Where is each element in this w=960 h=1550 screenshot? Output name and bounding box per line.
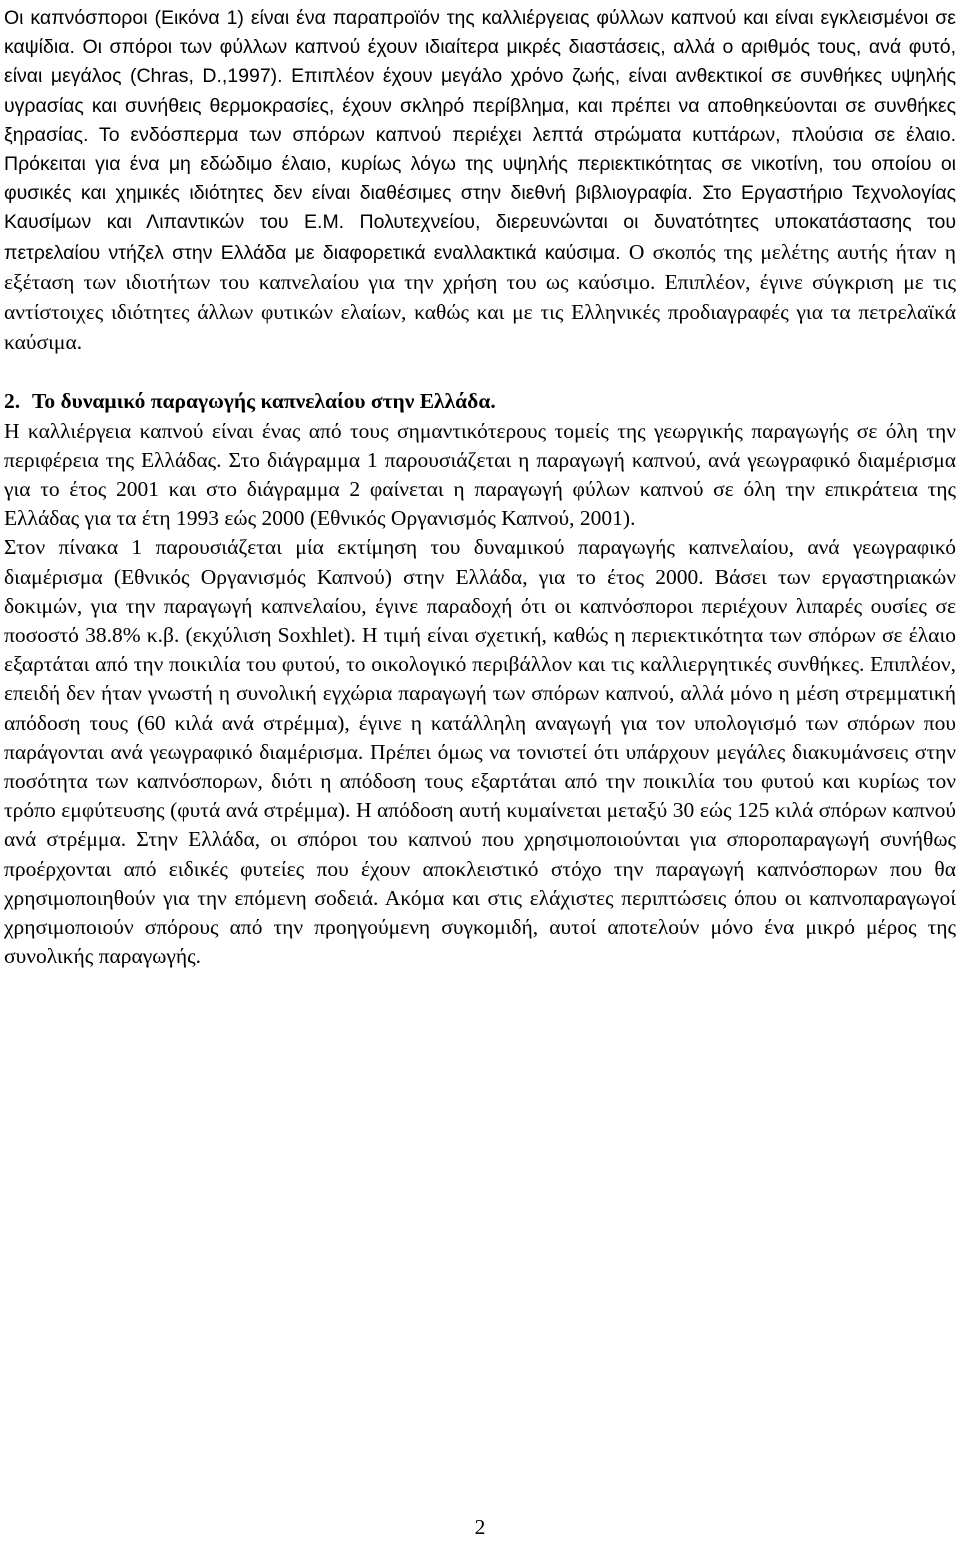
section-title: Το δυναμικό παραγωγής καπνελαίου στην Ελλάδα. [32,389,496,414]
document-page [4,4,956,972]
section-number: 2. [4,389,21,414]
page-number: 2 [474,1515,486,1539]
intro-sentence-6: Στο Εργαστήριο Τεχνολογίας Καυσίμων και Λιπαντικών του Ε.Μ. Πολυτεχνείου, διερευνώνται οι δυνατότητες υποκατάστασης του πετρελαίου ντήζελ στην Ελλάδα με διαφορετικά εναλλακτικά καύσιμα. [4,182,957,264]
intro-sentences-7-8: Ο σκοπός της μελέτης αυτής ήταν η εξέταση των ιδιοτήτων του καπνελαίου για την χρήση του ως καύσιμο. Επιπλέον, έγινε σύγκριση με τις αντίστοιχες ιδιότητες άλλων φυτικών ελαίων, καθώς και με τις Ελληνικές προδιαγραφές για τα πετρελαϊκά καύσιμα. [4,239,956,355]
intro-paragraph [4,4,956,358]
intro-sentences-3-4: Επιπλέον έχουν μεγάλο χρόνο ζωής, είναι ανθεκτικοί σε συνθήκες υψηλής υγρασίας και συνήθεις θερμοκρασίες, έχουν σκληρό περίβλημα, και πρέπει να αποθηκεύονται σε συνθήκες ξηρασίας. Το ενδόσπερμα των σπόρων καπνού περιέχει λεπτά στρώματα κυττάρων, πλούσια σε έλαιο. [4,65,957,146]
intro-sentences-1-2: Οι καπνόσποροι (Εικόνα 1) είναι ένα παραπροϊόν της καλλιέργειας φύλλων καπνού και είναι εγκλεισμένοι σε καψίδια. Οι σπόροι των φύλλων καπνού έχουν ιδιαίτερα μικρές διαστάσεις, αλλά ο αριθμός τους, ανά φυτό, είναι μεγάλος (Chras, D.,1997). [4,7,956,88]
intro-sentence-5: Πρόκειται για ένα μη εδώδιμο έλαιο, κυρίως λόγω της υψηλής περιεκτικότητας σε νικοτίνη, του οποίου οι φυσικές και χημικές ιδιότητες δεν είναι διαθέσιμες στην διεθνή βιβλιογραφία. [4,153,956,205]
body-paragraph-1: Η καλλιέργεια καπνού είναι ένας από τους σημαντικότερους τομείς της γεωργικής παραγωγής σε όλη την περιφέρεια της Ελλάδας. Στο διάγραμμα 1 παρουσιάζεται η παραγωγή καπνού, ανά γεωγραφικό διαμέρισμα για το έτος 2001 και στο διάγραμμα 2 φαίνεται η παραγωγή φύλων καπνού σε όλη την επικράτεια της Ελλάδας για τα έτη 1993 εώς 2000 (Εθνικός Οργανισμός Καπνού, 2001). [4,418,956,531]
body-paragraph-2: Στον πίνακα 1 παρουσιάζεται μία εκτίμηση του δυναμικού παραγωγής καπνελαίου, ανά γεωγραφικό διαμέρισμα (Εθνικός Οργανισμός Καπνού) στην Ελλάδα, για το έτος 2000. Βάσει των εργαστηριακών δοκιμών, για την παραγωγή καπνελαίου, έγινε παραδοχή ότι οι καπνόσποροι περιέχουν λιπαρές ουσίες σε ποσοστό 38.8% κ.β. (εκχύλιση Soxhlet). Η τιμή είναι σχετική, καθώς η περιεκτικότητα των σπόρων σε έλαιο εξαρτάται από την ποικιλία του φυτού, το οικολογικό περιβάλλον και τις καλλιεργητικές συνθήκες. Επιπλέον, επειδή δεν ήταν γνωστή η συνολική εγχώρια παραγωγή των σπόρων καπνού, αλλά μόνο η μέση στρεμματική απόδοση τους (60 κιλά ανά στρέμμα), έγινε η κατάλληλη αναγωγή για τον υπολογισμό των σπόρων που παράγονται ανά γεωγραφικό διαμέρισμα. Πρέπει όμως να τονιστεί ότι υπάρχουν μεγάλες διακυμάνσεις στην ποσότητα των καπνόσπορων, διότι η απόδοση τους εξαρτάται από την ποικιλία του φυτού και κυρίως τον τρόπο εμφύτευσης (φυτά ανά στρέμμα). Η απόδοση αυτή κυμαίνεται μεταξύ 30 εώς 125 κιλά σπόρων καπνού ανά στρέμμα. Στην Ελλάδα, οι σπόροι του καπνού που χρησιμοποιούνται για σποροπαραγωγή συνήθως προέρχονται από ειδικές φυτείες που έχουν αποκλειστικό στόχο την παραγωγή καπνόσπορων που θα χρησιμοποιηθούν για την επόμενη σοδειά. Ακόμα και στις ελάχιστες περιπτώσεις όπου οι καπνοπαραγωγοί χρησιμοποιούν σπόρους από την προηγούμενη συγκομιδή, αυτοί αποτελούν μόνο ένα μικρό μέρος της συνολικής παραγωγής. [4,535,956,969]
paragraph-gap [4,358,956,387]
section-heading [4,387,956,416]
